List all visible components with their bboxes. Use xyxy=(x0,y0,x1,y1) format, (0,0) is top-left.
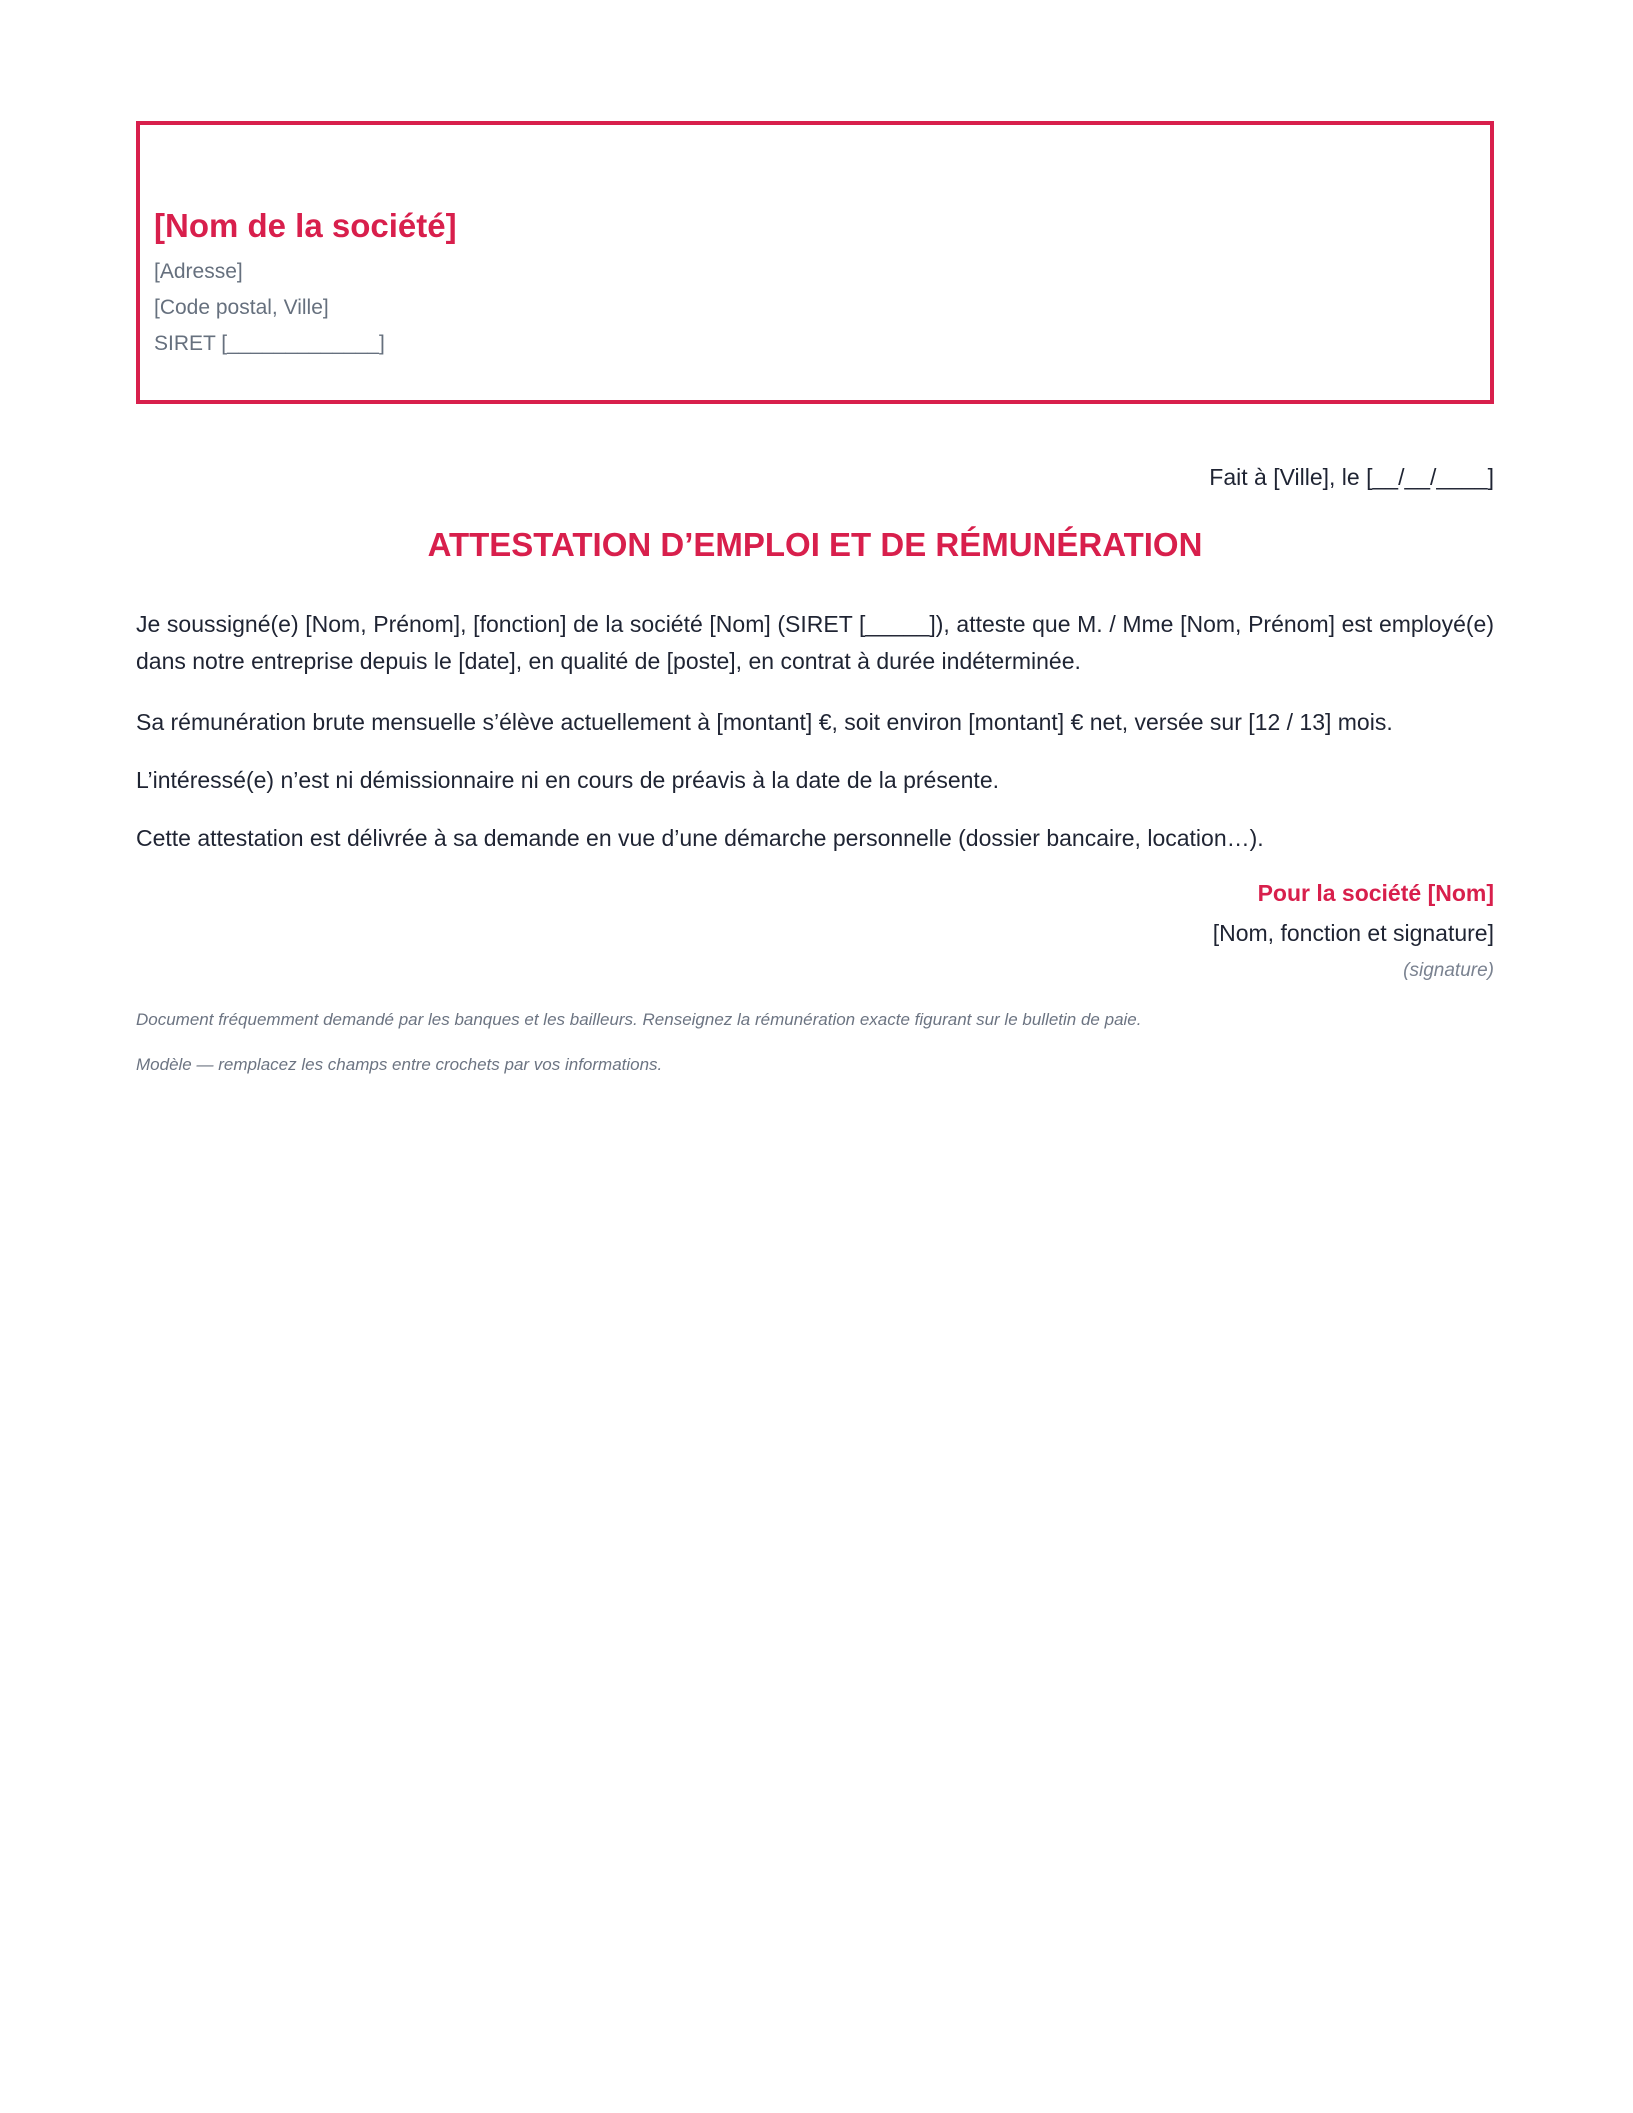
company-postal-city: [Code postal, Ville] xyxy=(154,296,329,319)
company-siret: SIRET [_____________] xyxy=(154,332,385,355)
paragraph-status: L’intéressé(e) n’est ni démissionnaire ni en cours de préavis à la date de la présente. xyxy=(136,767,999,793)
company-address: [Adresse] xyxy=(154,260,243,283)
place-date: Fait à [Ville], le [__/__/____] xyxy=(1209,464,1494,490)
signature-label: (signature) xyxy=(1403,960,1494,981)
footnote-template: Modèle — remplacez les champs entre crochets par vos informations. xyxy=(136,1055,663,1074)
footnote-usage: Document fréquemment demandé par les banques et les bailleurs. Renseignez la rémunération exacte figurant sur le bulletin de paie. xyxy=(136,1010,1142,1029)
paragraph-purpose: Cette attestation est délivrée à sa demande en vue d’une démarche personnelle (dossier bancaire, location…). xyxy=(136,825,1264,851)
document-title: ATTESTATION D’EMPLOI ET DE RÉMUNÉRATION xyxy=(427,526,1203,563)
paragraph-remuneration: Sa rémunération brute mensuelle s’élève actuellement à [montant] €, soit environ [montant] € net, versée sur [12 / 13] mois. xyxy=(136,709,1393,735)
signature-name: [Nom, fonction et signature] xyxy=(1212,920,1494,946)
company-name: [Nom de la société] xyxy=(154,207,457,244)
paragraph-attestation: Je soussigné(e) [Nom, Prénom], [fonction] de la société [Nom] (SIRET [_____]), atteste que M. / Mme [Nom, Prénom] est employé(e) dans notre entreprise depuis le [date], en qualité de [poste], en contrat à durée indéterminée. xyxy=(136,611,1494,674)
company-header-box xyxy=(136,121,1494,404)
signature-company: Pour la société [Nom] xyxy=(1257,880,1494,906)
